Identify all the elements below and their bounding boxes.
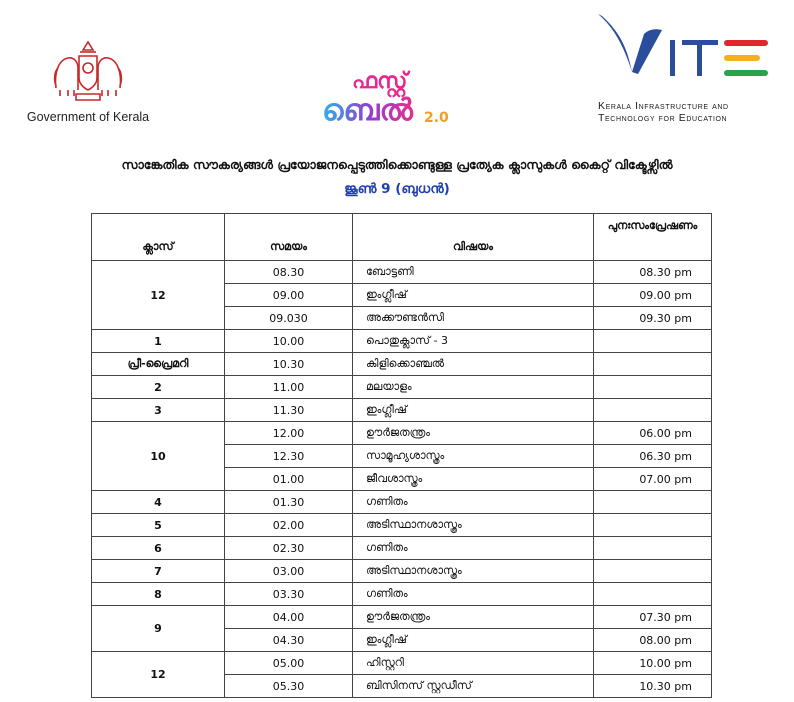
subject-cell: അടിസ്ഥാനശാസ്ത്രം bbox=[353, 514, 594, 537]
table-row bbox=[92, 376, 712, 399]
subject-cell: ഇംഗ്ലീഷ് bbox=[353, 399, 594, 422]
table-row bbox=[92, 537, 712, 560]
kite-name-line-2: Technology for Education bbox=[598, 112, 728, 124]
first-bell-logo bbox=[318, 62, 468, 132]
government-emblem-block bbox=[18, 38, 158, 124]
first-bell-script-top: ഫസ്റ്റ് bbox=[352, 69, 408, 94]
rebroadcast-cell bbox=[594, 537, 712, 560]
rebroadcast-cell: 09.00 pm bbox=[594, 284, 712, 307]
table-row bbox=[92, 652, 712, 675]
subject-cell: ഊർജതന്ത്രം bbox=[353, 606, 594, 629]
column-header-rebroadcast: പുനഃസംപ്രേഷണം bbox=[594, 214, 712, 261]
rebroadcast-cell: 06.30 pm bbox=[594, 445, 712, 468]
first-bell-logo-art bbox=[318, 62, 468, 132]
class-cell: 4 bbox=[92, 491, 225, 514]
time-cell: 09.00 bbox=[225, 284, 353, 307]
rebroadcast-cell: 08.30 pm bbox=[594, 261, 712, 284]
subject-cell: ഗണിതം bbox=[353, 491, 594, 514]
subject-cell: ഇംഗ്ലീഷ് bbox=[353, 284, 594, 307]
table-row bbox=[92, 514, 712, 537]
first-bell-script-bottom: ബെൽ bbox=[322, 93, 413, 128]
time-cell: 01.30 bbox=[225, 491, 353, 514]
subject-cell: ഊർജതന്ത്രം bbox=[353, 422, 594, 445]
time-cell: 01.00 bbox=[225, 468, 353, 491]
rebroadcast-cell bbox=[594, 514, 712, 537]
table-row bbox=[92, 606, 712, 629]
class-cell: പ്രീ-പ്രൈമറി bbox=[92, 353, 225, 376]
table-row bbox=[92, 422, 712, 445]
kite-name-line-1: Kerala Infrastructure and bbox=[598, 100, 729, 112]
time-cell: 03.30 bbox=[225, 583, 353, 606]
time-cell: 11.00 bbox=[225, 376, 353, 399]
rebroadcast-cell: 09.30 pm bbox=[594, 307, 712, 330]
rebroadcast-cell bbox=[594, 376, 712, 399]
schedule-table-body bbox=[92, 261, 712, 698]
subject-cell: ഗണിതം bbox=[353, 537, 594, 560]
class-cell: 10 bbox=[92, 422, 225, 491]
document-header bbox=[0, 0, 794, 140]
time-cell: 03.00 bbox=[225, 560, 353, 583]
class-cell: 5 bbox=[92, 514, 225, 537]
kite-logo-mark-icon bbox=[592, 12, 782, 98]
table-row bbox=[92, 330, 712, 353]
time-cell: 02.30 bbox=[225, 537, 353, 560]
table-row bbox=[92, 399, 712, 422]
class-cell: 7 bbox=[92, 560, 225, 583]
time-cell: 12.00 bbox=[225, 422, 353, 445]
table-header-row bbox=[92, 214, 712, 261]
time-cell: 12.30 bbox=[225, 445, 353, 468]
time-cell: 02.00 bbox=[225, 514, 353, 537]
kerala-emblem-icon bbox=[50, 38, 126, 106]
government-label: Government of Kerala bbox=[26, 110, 150, 124]
subject-cell: ജീവശാസ്ത്രം bbox=[353, 468, 594, 491]
kite-org-name bbox=[598, 100, 729, 124]
time-cell: 05.30 bbox=[225, 675, 353, 698]
table-row bbox=[92, 560, 712, 583]
class-cell: 6 bbox=[92, 537, 225, 560]
rebroadcast-cell: 06.00 pm bbox=[594, 422, 712, 445]
subject-cell: സാമൂഹ്യശാസ്ത്രം bbox=[353, 445, 594, 468]
rebroadcast-cell: 07.00 pm bbox=[594, 468, 712, 491]
class-cell: 8 bbox=[92, 583, 225, 606]
subject-cell: ബിസിനസ് സ്റ്റഡീസ് bbox=[353, 675, 594, 698]
time-cell: 10.30 bbox=[225, 353, 353, 376]
first-bell-version: 2.0 bbox=[424, 110, 449, 126]
kite-logo bbox=[592, 12, 782, 130]
class-cell: 1 bbox=[92, 330, 225, 353]
subject-cell: അടിസ്ഥാനശാസ്ത്രം bbox=[353, 560, 594, 583]
class-cell: 2 bbox=[92, 376, 225, 399]
rebroadcast-cell bbox=[594, 399, 712, 422]
time-cell: 10.00 bbox=[225, 330, 353, 353]
rebroadcast-cell: 10.30 pm bbox=[594, 675, 712, 698]
subject-cell: ഹിസ്റ്ററി bbox=[353, 652, 594, 675]
column-header-class: ക്ലാസ് bbox=[92, 214, 225, 261]
rebroadcast-cell bbox=[594, 353, 712, 376]
rebroadcast-cell bbox=[594, 491, 712, 514]
rebroadcast-cell: 08.00 pm bbox=[594, 629, 712, 652]
time-cell: 08.30 bbox=[225, 261, 353, 284]
time-cell: 11.30 bbox=[225, 399, 353, 422]
rebroadcast-cell: 10.00 pm bbox=[594, 652, 712, 675]
time-cell: 09.030 bbox=[225, 307, 353, 330]
table-row bbox=[92, 261, 712, 284]
column-header-subject: വിഷയം bbox=[353, 214, 594, 261]
class-cell: 9 bbox=[92, 606, 225, 652]
rebroadcast-cell: 07.30 pm bbox=[594, 606, 712, 629]
subject-cell: പൊതുക്ലാസ് - 3 bbox=[353, 330, 594, 353]
subject-cell: അക്കൗണ്ടൻസി bbox=[353, 307, 594, 330]
subject-cell: ബോട്ടണി bbox=[353, 261, 594, 284]
rebroadcast-cell bbox=[594, 583, 712, 606]
subject-cell: ഇംഗ്ലീഷ് bbox=[353, 629, 594, 652]
time-cell: 04.30 bbox=[225, 629, 353, 652]
subject-cell: കിളിക്കൊഞ്ചൽ bbox=[353, 353, 594, 376]
column-header-time: സമയം bbox=[225, 214, 353, 261]
subject-cell: ഗണിതം bbox=[353, 583, 594, 606]
rebroadcast-cell bbox=[594, 560, 712, 583]
class-cell: 12 bbox=[92, 652, 225, 698]
table-row bbox=[92, 353, 712, 376]
rebroadcast-cell bbox=[594, 330, 712, 353]
schedule-table bbox=[91, 213, 712, 698]
table-row bbox=[92, 491, 712, 514]
page-title: സാങ്കേതിക സൗകര്യങ്ങൾ പ്രയോജനപ്പെടുത്തിക്കൊണ്ടുള്ള പ്രത്യേക ക്ലാസുകൾ കൈറ്റ് വിക്ടേഴ്സിൽ bbox=[121, 157, 673, 172]
class-cell: 12 bbox=[92, 261, 225, 330]
table-row bbox=[92, 583, 712, 606]
class-cell: 3 bbox=[92, 399, 225, 422]
time-cell: 05.00 bbox=[225, 652, 353, 675]
subject-cell: മലയാളം bbox=[353, 376, 594, 399]
schedule-date: ജൂൺ 9 (ബുധൻ) bbox=[344, 181, 450, 197]
time-cell: 04.00 bbox=[225, 606, 353, 629]
